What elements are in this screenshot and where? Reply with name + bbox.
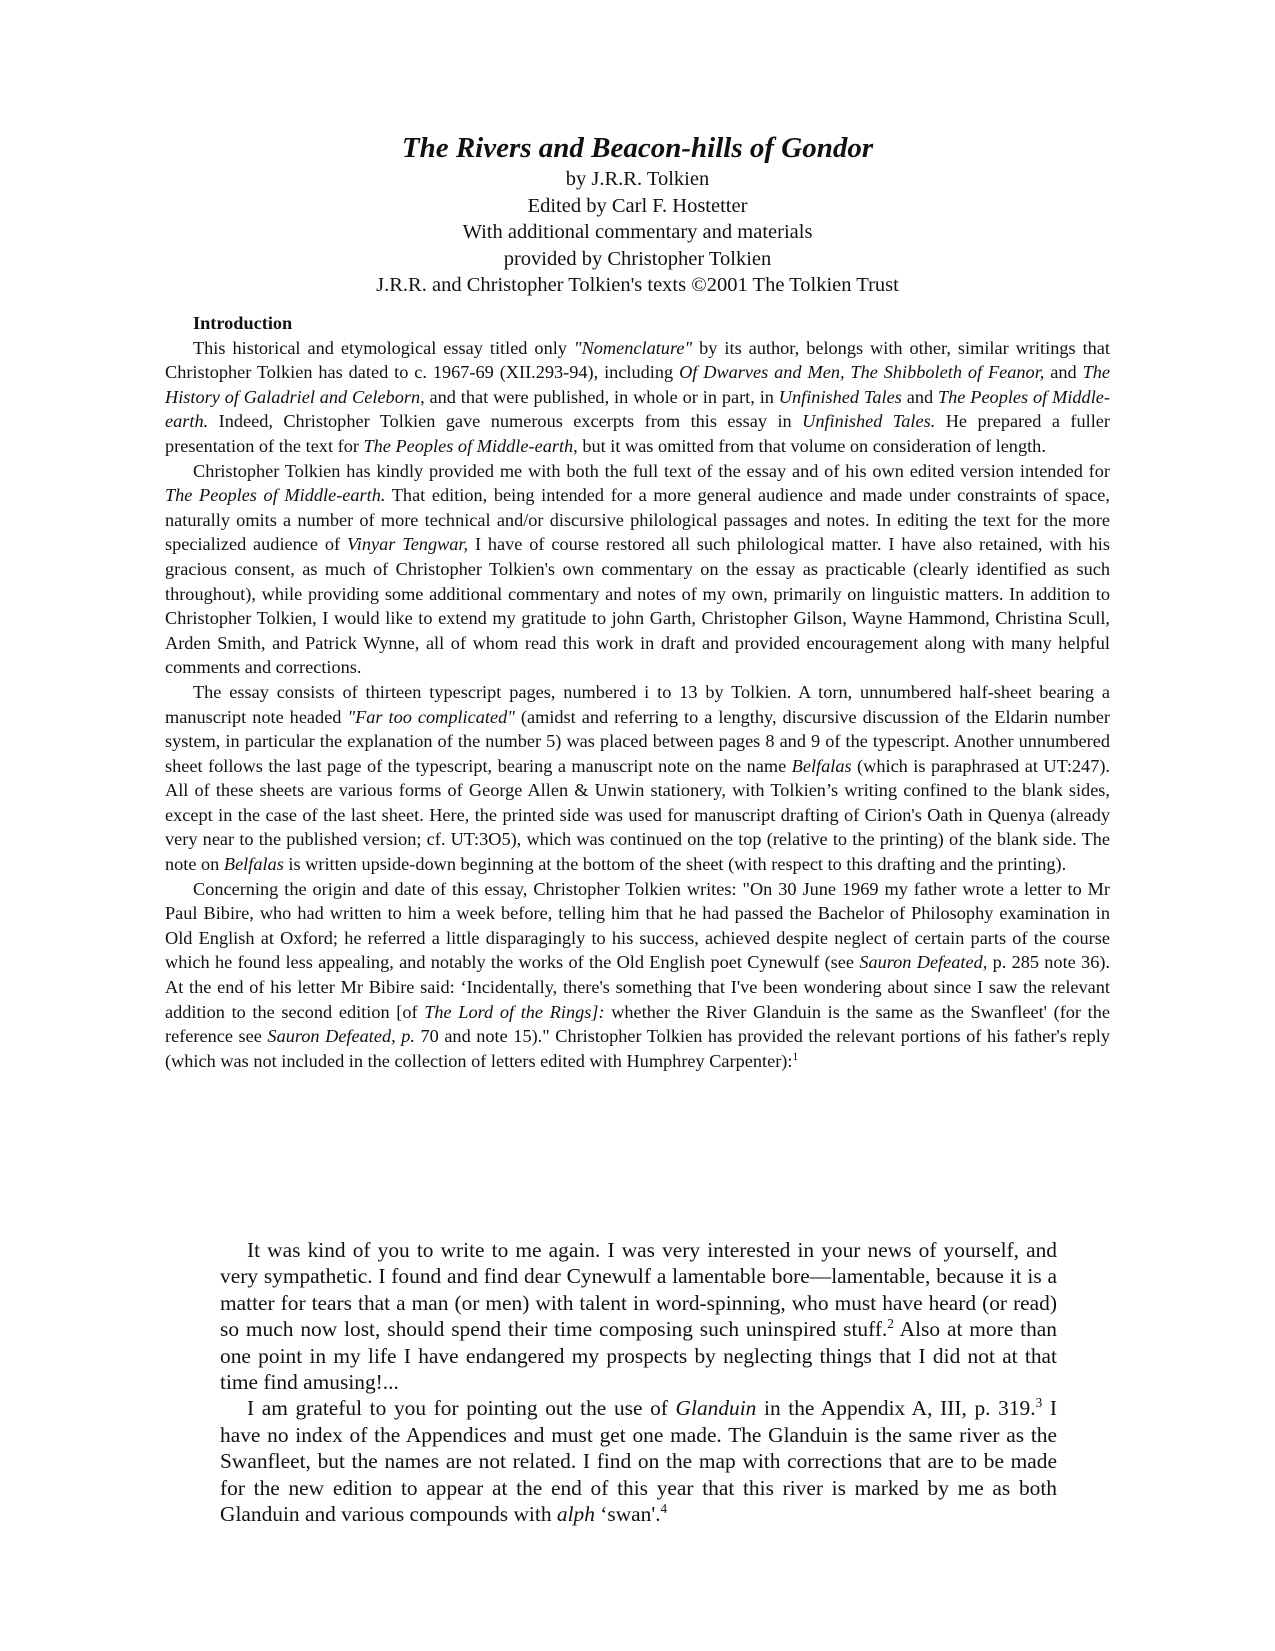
text-run: That edition, being intended for a more general audience and made under constraints of space, naturally omits a number of more technical and/or discursive philological passages and notes. In editing the text for the more specialized audience of bbox=[165, 485, 1110, 555]
text-run: Indeed, Christopher Tolkien gave numerous excerpts from this essay in bbox=[208, 411, 803, 432]
italic-run: The History of Galadriel and Celeborn, bbox=[165, 362, 1110, 407]
italic-run: Belfalas bbox=[791, 755, 852, 776]
italic-run: The Lord of the Rings]: bbox=[424, 1001, 605, 1022]
italic-run: The Peoples of Middle-earth, bbox=[363, 435, 578, 456]
text-run: and that were published, in whole or in part, in bbox=[424, 386, 779, 407]
italic-run: Of Dwarves and Men, The Shibboleth of Feanor, bbox=[679, 362, 1045, 383]
text-run: (which is paraphrased at UT:247). All of these sheets are various forms of George Allen & Unwin stationery, with Tolkien’s writing confined to the blank sides, except in the case of the last sheet. Here, the printed side was used for manuscript drafting of Cirion's Oath in Quenya (already very near to the published version; cf. UT:3O5), which was continued on the top (relative to the printing) of the blank side. The note on bbox=[165, 755, 1110, 875]
text-run: p. 285 note 36). At the end of his letter Mr Bibire said: ‘Incidentally, there's something that I've been wondering about since I saw the relevant addition to the second edition [of bbox=[165, 952, 1110, 1022]
italic-run: Belfalas bbox=[223, 854, 284, 875]
text-run: I have of course restored all such philological matter. I have also retained, with his gracious consent, as much of Christopher Tolkien's own commentary on the essay as practicable (clearly identified as such throughout), while providing some additional commentary and notes of my own, primarily on linguistic matters. In addition to Christopher Tolkien, I would like to extend my gratitude to john Garth, Christopher Gilson, Wayne Hammond, Christina Scull, Arden Smith, and Patrick Wynne, all of whom read this work in draft and provided encouragement along with many helpful comments and corrections. bbox=[165, 534, 1111, 678]
provided-by-line: provided by Christopher Tolkien bbox=[503, 247, 772, 270]
text-run: This historical and etymological essay titled only bbox=[193, 337, 574, 358]
text-run: I am grateful to you for pointing out the use of bbox=[247, 1396, 676, 1421]
letter-excerpt bbox=[220, 1237, 1057, 1527]
text-run: The essay consists of thirteen typescript pages, numbered i to 13 by Tolkien. A torn, unnumbered half-sheet bearing a manuscript note headed bbox=[165, 681, 1110, 727]
italic-run: Unfinished Tales. bbox=[802, 411, 936, 432]
text-run: Christopher Tolkien has kindly provided me with both the full text of the essay and of his own edited version intended for bbox=[193, 460, 1110, 481]
document-header bbox=[0, 130, 1275, 299]
text-run: by its author, belongs with other, similar writings that Christopher Tolkien has dated to c. 1967-69 (XII.293-94), including bbox=[165, 337, 1110, 383]
intro-paragraph-2 bbox=[165, 459, 1110, 680]
footnote-marker-2: 2 bbox=[887, 1316, 894, 1332]
text-run: ‘swan'. bbox=[594, 1502, 661, 1527]
document-title: The Rivers and Beacon-hills of Gondor bbox=[401, 132, 874, 164]
introduction-section bbox=[165, 311, 1110, 1073]
intro-paragraph-1 bbox=[165, 336, 1110, 459]
intro-paragraph-4 bbox=[165, 877, 1110, 1074]
text-run: but it was omitted from that volume on consideration of length. bbox=[577, 435, 1046, 456]
italic-run: "Far too complicated" bbox=[347, 706, 515, 727]
text-run: in the Appendix A, III, p. 319. bbox=[756, 1396, 1036, 1421]
italic-run: Sauron Defeated, bbox=[859, 952, 988, 973]
letter-paragraph-2 bbox=[220, 1395, 1057, 1527]
italic-run: Unfinished Tales bbox=[778, 386, 902, 407]
text-run: 70 and note 15)." Christopher Tolkien has provided the relevant portions of his father's reply (which was not included in the collection of letters edited with Humphrey Carpenter): bbox=[165, 1026, 1110, 1071]
text-run: and bbox=[1044, 362, 1083, 383]
text-run: He prepared a fuller presentation of the text for bbox=[165, 411, 1110, 456]
section-heading: Introduction bbox=[193, 313, 293, 333]
letter-paragraph-1 bbox=[220, 1237, 1057, 1395]
italic-run: Sauron Defeated, p. bbox=[267, 1026, 415, 1047]
italic-run: Vinyar Tengwar, bbox=[346, 534, 469, 555]
editor-line: Edited by Carl F. Hostetter bbox=[527, 194, 748, 217]
copyright-line: J.R.R. and Christopher Tolkien's texts ©2001 The Tolkien Trust bbox=[376, 274, 899, 296]
text-run: (amidst and referring to a lengthy, discursive discussion of the Eldarin number system, in particular the explanation of the number 5) was placed between pages 8 and 9 of the typescript. Another unnumbered sheet follows the last page of the typescript, bearing a manuscript note on the name bbox=[165, 706, 1110, 776]
italic-run: Glanduin bbox=[675, 1396, 757, 1421]
text-run: and bbox=[901, 386, 938, 407]
text-run: I have no index of the Appendices and must get one made. The Glanduin is the same river as the Swanfleet, but the names are not related. I find on the map with corrections that are to be made for the new edition to appear at the end of this year that this river is marked by me as both Glanduin and various compounds with bbox=[220, 1396, 1057, 1527]
italic-run: The Peoples of Middle-earth. bbox=[165, 386, 1110, 432]
intro-paragraph-3 bbox=[165, 680, 1110, 877]
author-byline: by J.R.R. Tolkien bbox=[565, 168, 710, 190]
text-run: whether the River Glanduin is the same as the Swanfleet' (for the reference see bbox=[165, 1001, 1110, 1047]
footnote-marker-4: 4 bbox=[660, 1500, 668, 1516]
footnote-marker-3: 3 bbox=[1035, 1395, 1043, 1411]
text-run: is written upside-down beginning at the bottom of the sheet (with respect to this drafting and the printing). bbox=[283, 854, 1067, 875]
text-run: Concerning the origin and date of this essay, Christopher Tolkien writes: "On 30 June 1969 my father wrote a letter to Mr Paul Bibire, who had written to him a week before, telling him that he had passed the Bachelor of Philosophy examination in Old English at Oxford; he referred a little disparagingly to his success, achieved despite neglect of certain parts of the course which he found less appealing, and notably the works of the Old English poet Cynewulf (see bbox=[165, 878, 1110, 973]
text-run: It was kind of you to write to me again. I was very interested in your news of yourself, and very sympathetic. I found and find dear Cynewulf a lamentable bore—lamentable, because it is a matter for tears that a man (or men) with talent in word-spinning, who must have heard (or read) so much now lost, should spend their time composing such uninspired stuff. bbox=[220, 1238, 1057, 1342]
italic-run: The Peoples of Middle-earth. bbox=[165, 485, 386, 506]
italic-run: "Nomenclature" bbox=[573, 337, 693, 358]
commentary-line: With additional commentary and materials bbox=[462, 221, 813, 243]
text-run: Also at more than one point in my life I have endangered my prospects by neglecting things that I did not at that time find amusing!... bbox=[220, 1317, 1057, 1395]
italic-run: alph bbox=[556, 1502, 595, 1527]
footnote-marker-1: 1 bbox=[792, 1050, 799, 1063]
